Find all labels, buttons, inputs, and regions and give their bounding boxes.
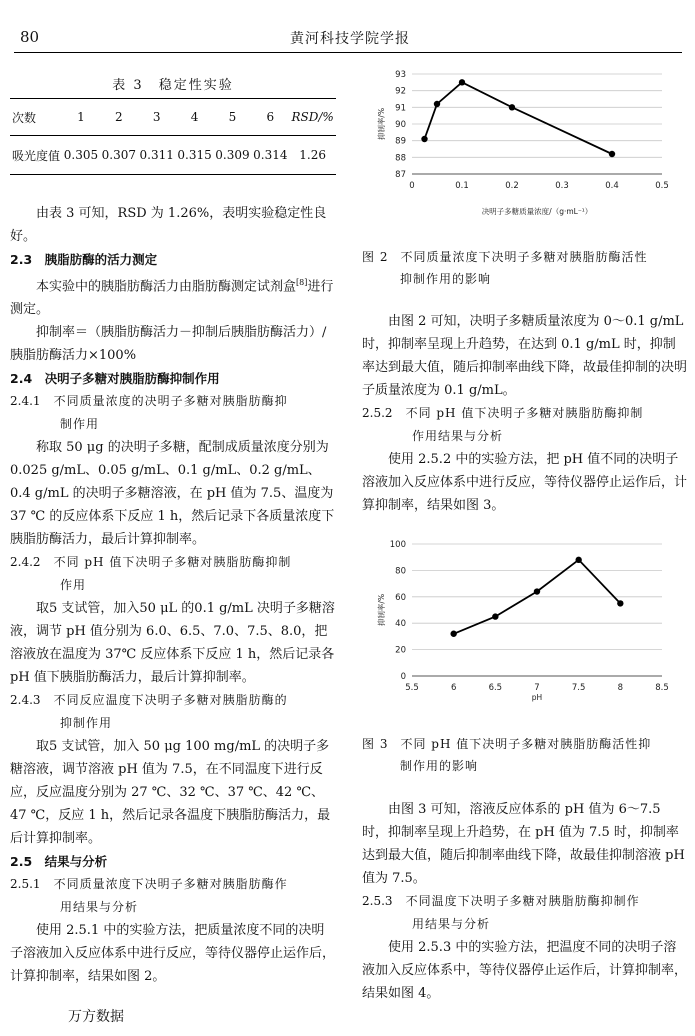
table-cell: 0.315 — [176, 136, 214, 175]
journal-title: 黄河科技学院学报 — [290, 31, 410, 47]
y-tick-label: 0 — [400, 672, 406, 682]
table-3 — [10, 74, 336, 175]
data-point — [534, 588, 540, 594]
series-line — [425, 82, 613, 154]
table-header-cell: 1 — [62, 99, 100, 136]
subsection-heading: 2.4.3 不同反应温度下决明子多糖对胰脂肪酶的 抑制作用 — [10, 693, 288, 731]
right-column-text-2 — [362, 798, 687, 1005]
x-tick-label: 7 — [534, 683, 540, 693]
table-header-cell: RSD/% — [289, 99, 336, 136]
paragraph: 取5 支试管，加入50 μL 的0.1 g/mL 决明子多糖溶液，调节 pH 值分别为 6.0、6.5、7.0、7.5、8.0，把溶液放在温度为 37℃ 反应体系下反应 1 h，然后记录各 pH 值下胰脂肪酶活力，最后计算抑制率。 — [10, 601, 335, 686]
paragraph: 由图 3 可知，溶液反应体系的 pH 值为 6～7.5 时，抑制率呈现上升趋势，在 pH 值为 7.5 时，抑制率达到最大值，随后抑制率曲线下降，故最佳抑制溶液 pH 值为 7.5。 — [362, 802, 685, 886]
data-point — [617, 600, 623, 606]
x-tick-label: 6 — [450, 683, 457, 693]
subsection-heading: 2.4.1 不同质量浓度的决明子多糖对胰脂肪酶抑 制作用 — [10, 394, 288, 432]
paragraph: 使用 2.5.1 中的实验方法，把质量浓度不同的决明子溶液加入反应体系中进行反应，等待仪器停止运作后，计算抑制率，结果如图 2。 — [10, 923, 336, 985]
x-tick-label: 5.5 — [405, 683, 419, 693]
paragraph: 称取 50 μg 的决明子多糖，配制成质量浓度分别为 0.025 g/mL、0.05 g/mL、0.1 g/mL、0.2 g/mL、0.4 g/mL 的决明子多糖溶液，在 pH 值为 7.5、温度为 37 ℃ 的反应体系下反应 1 h，然后记录下各质量浓度下胰脂肪酶活力，最后计算抑制率。 — [10, 440, 335, 548]
data-point — [459, 79, 465, 85]
figure-3 — [370, 530, 680, 715]
formula-paragraph: 抑制率＝（胰脂肪酶活力－抑制后胰脂肪酶活力）/胰脂肪酶活力×100% — [10, 325, 327, 364]
table-header-cell: 3 — [138, 99, 176, 136]
y-tick-label: 40 — [395, 619, 406, 630]
paragraph: 使用 2.5.3 中的实验方法，把温度不同的决明子溶液加入反应体系中，等待仪器停止运作后，计算抑制率，结果如图 4。 — [362, 940, 688, 1001]
page-number: 80 — [20, 28, 40, 46]
table-header-cell: 2 — [100, 99, 138, 136]
data-point — [421, 136, 427, 142]
figure-2 — [370, 60, 680, 226]
data-point — [492, 613, 498, 619]
x-tick-label: 0.4 — [605, 181, 619, 191]
table-header-cell: 次数 — [10, 99, 62, 136]
page-header — [20, 28, 680, 50]
subsection-heading: 2.5.1 不同质量浓度下决明子多糖对胰脂肪酶作 用结果与分析 — [10, 877, 288, 915]
y-tick-label: 87 — [395, 170, 406, 180]
x-tick-label: 0.5 — [655, 181, 669, 191]
figure-2-chart — [370, 60, 680, 226]
y-axis-label: 抑制率/% — [377, 593, 386, 627]
x-tick-label: 7.5 — [571, 683, 586, 693]
data-point — [609, 151, 615, 157]
table-header-cell: 6 — [251, 99, 289, 136]
section-heading: 2.4 决明子多糖对胰脂肪酶抑制作用 — [10, 371, 220, 387]
data-point — [575, 557, 581, 563]
data-point — [434, 101, 440, 107]
subsection-heading: 2.5.3 不同温度下决明子多糖对胰脂肪酶抑制作 用结果与分析 — [362, 894, 640, 931]
table-cell: 1.26 — [289, 136, 336, 175]
subsection-heading: 2.4.2 不同 pH 值下决明子多糖对胰脂肪酶抑制 作用 — [10, 555, 292, 593]
table-cell: 0.307 — [100, 136, 138, 175]
table-cell: 0.305 — [62, 136, 100, 175]
table-cell: 0.311 — [138, 136, 176, 175]
x-axis-label: 决明子多糖质量浓度/（g·mL⁻¹） — [481, 207, 593, 216]
table-title: 表 3 稳定性实验 — [112, 78, 234, 93]
data-point — [450, 631, 456, 637]
table-row — [10, 136, 336, 175]
section-heading: 2.3 胰脂肪酶的活力测定 — [10, 252, 158, 267]
x-tick-label: 8 — [617, 683, 624, 693]
watermark-text: 万方数据 — [68, 1009, 124, 1025]
table-cell: 吸光度值 — [10, 136, 62, 175]
left-column-text — [10, 202, 336, 988]
header-rule — [14, 52, 682, 53]
paragraph: 使用 2.5.2 中的实验方法，把 pH 值不同的决明子溶液加入反应体系中进行反应，等待仪器停止运作后，计算抑制率，结果如图 3。 — [362, 452, 688, 513]
paragraph: 本实验中的胰脂肪酶活力由脂肪酶测定试剂盒[8]进行测定。 — [10, 278, 334, 318]
table-header-cell: 4 — [176, 99, 214, 136]
y-axis-label: 抑制率/% — [377, 107, 386, 141]
table-header-cell: 5 — [214, 99, 252, 136]
table-cell: 0.309 — [214, 136, 252, 175]
figure-3-chart — [370, 530, 680, 715]
x-axis-label: pH — [531, 693, 543, 702]
subsection-heading: 2.5.2 不同 pH 值下决明子多糖对胰脂肪酶抑制 作用结果与分析 — [362, 406, 644, 443]
paragraph: 由表 3 可知，RSD 为 1.26%，表明实验稳定性良好。 — [10, 206, 327, 244]
x-tick-label: 0 — [409, 181, 415, 191]
citation-ref: [8] — [296, 278, 308, 287]
right-column-text-1 — [362, 310, 687, 517]
x-tick-label: 0.3 — [555, 181, 569, 191]
y-tick-label: 91 — [395, 103, 406, 114]
y-tick-label: 92 — [395, 86, 406, 97]
y-tick-label: 88 — [395, 153, 406, 164]
data-point — [509, 104, 515, 110]
y-tick-label: 80 — [395, 566, 406, 577]
section-heading: 2.5 结果与分析 — [10, 854, 108, 870]
x-tick-label: 0.1 — [455, 181, 469, 191]
figure-3-caption: 图 3 不同 pH 值下决明子多糖对胰脂肪酶活性抑 制作用的影响 — [362, 737, 652, 773]
paragraph: 由图 2 可知，决明子多糖质量浓度为 0～0.1 g/mL 时，抑制率呈现上升趋势，在达到 0.1 g/mL 时，抑制率达到最大值，随后抑制率曲线下降，故最佳抑制的决明子质量浓度为 0.1 g/mL。 — [362, 314, 688, 398]
figure-2-caption: 图 2 不同质量浓度下决明子多糖对胰脂肪酶活性 抑制作用的影响 — [362, 250, 648, 286]
y-tick-label: 60 — [395, 592, 406, 603]
table-header-row — [10, 99, 336, 136]
x-tick-label: 8.5 — [655, 683, 669, 693]
y-tick-label: 89 — [395, 136, 406, 147]
stability-table — [10, 98, 336, 175]
x-tick-label: 0.2 — [505, 181, 519, 191]
x-tick-label: 6.5 — [488, 683, 503, 693]
y-tick-label: 93 — [395, 70, 406, 80]
paragraph: 取5 支试管，加入 50 μg 100 mg/mL 的决明子多糖溶液，调节溶液 pH 值为 7.5，在不同温度下进行反应，反应温度分别为 27 ℃、32 ℃、37 ℃、42 ℃、47 ℃，反应 1 h，然后记录各温度下胰脂肪酶活力，最后计算抑制率。 — [10, 739, 331, 847]
y-tick-label: 100 — [389, 540, 406, 550]
y-tick-label: 20 — [395, 645, 406, 656]
table-cell: 0.314 — [251, 136, 289, 175]
y-tick-label: 90 — [395, 120, 406, 130]
